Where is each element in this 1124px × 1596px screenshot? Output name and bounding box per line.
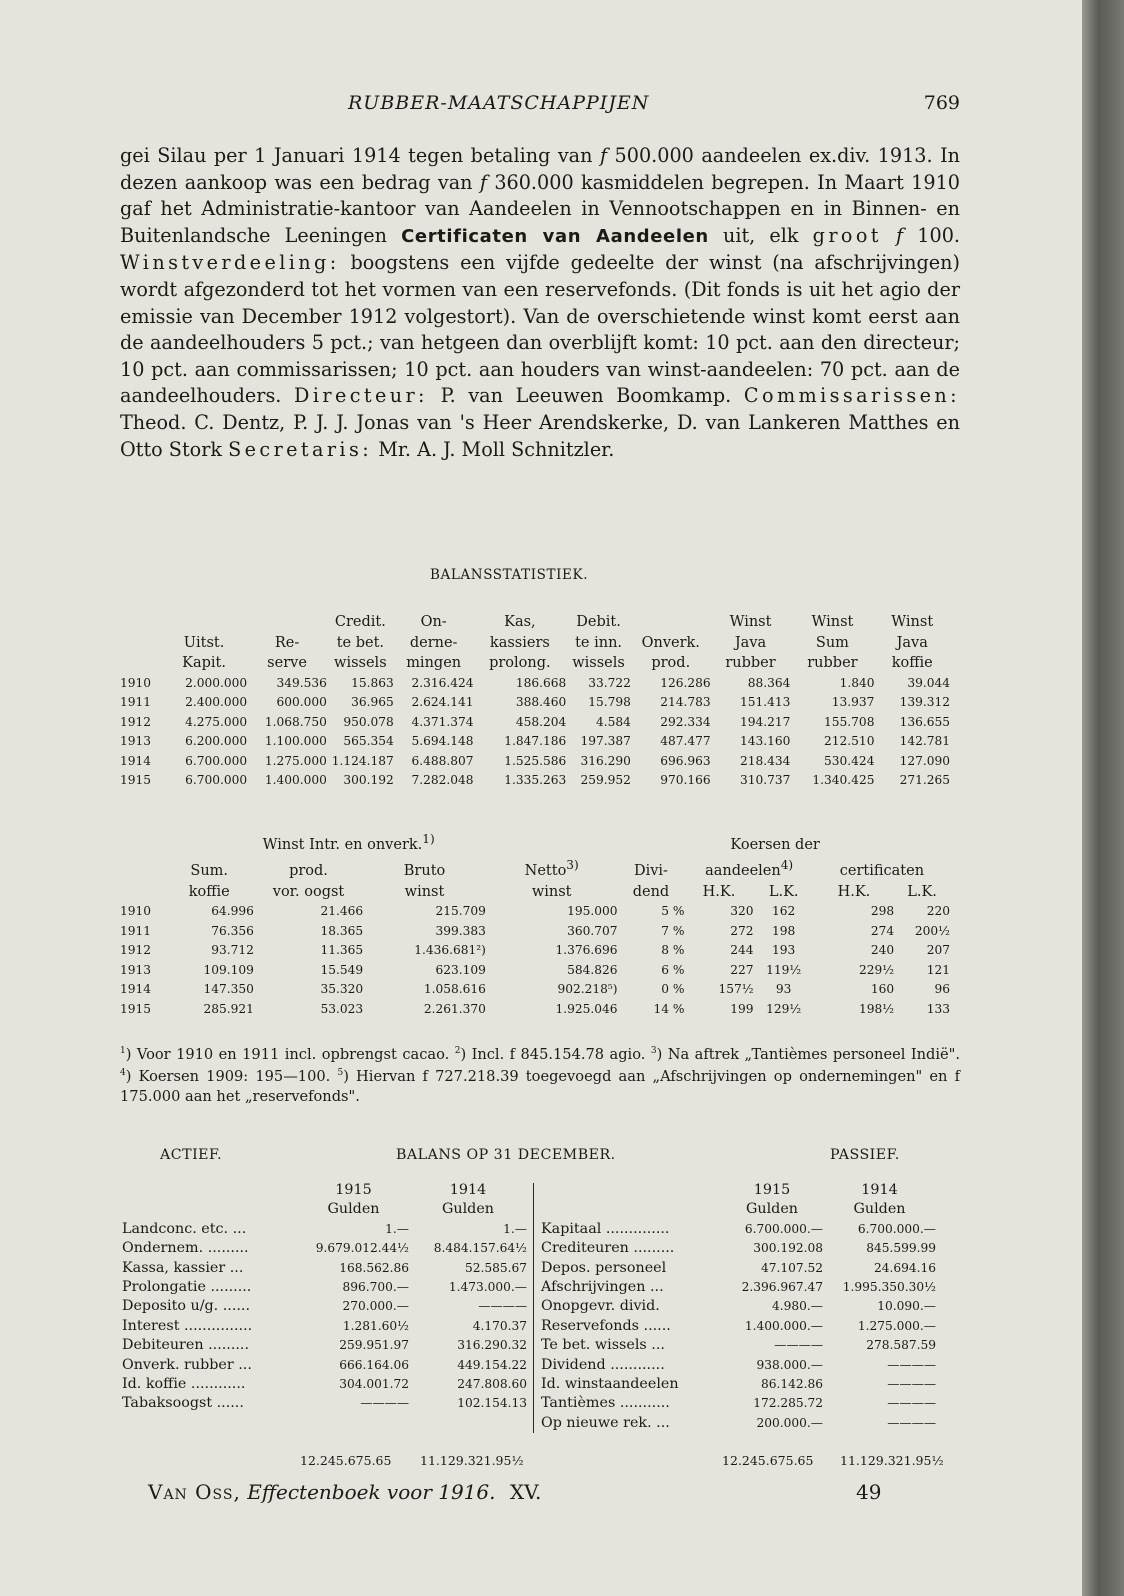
t1-row xyxy=(120,771,950,791)
balans-amount: ———— xyxy=(887,1377,936,1392)
t2-row xyxy=(120,980,950,1000)
value-cell: 127.090 xyxy=(899,753,950,768)
value-cell: 220 xyxy=(926,904,950,919)
balans-label: Afschrijvingen ... xyxy=(541,1279,664,1296)
t1-header-cell: Uitst. xyxy=(183,634,225,651)
t1-header-cell xyxy=(161,612,247,633)
t1-header-cell xyxy=(631,612,711,633)
value-cell: 623.109 xyxy=(435,962,486,977)
t1-header-cell xyxy=(120,653,161,674)
t1-header-cell: prod. xyxy=(651,655,691,671)
value-cell: 1.335.263 xyxy=(504,773,567,787)
value-cell: 229½ xyxy=(859,962,895,977)
balans-divider xyxy=(533,1183,534,1433)
value-cell: 4.275.000 xyxy=(185,714,248,729)
value-cell: 143.160 xyxy=(739,734,791,748)
footer-author: Van Oss, xyxy=(148,1480,241,1504)
balans-label: Id. koffie ............ xyxy=(122,1376,246,1393)
balans-amount: 1.— xyxy=(503,1221,527,1236)
t1-header-cell: Kapit. xyxy=(182,655,226,671)
t2-header-row-1: Winst Intr. en onverk.$^{1)}$ Koersen der xyxy=(120,829,950,855)
balans-label: Depos. personeel xyxy=(541,1259,667,1276)
t2-row xyxy=(120,941,950,961)
value-cell: 6.200.000 xyxy=(185,734,248,748)
value-cell: 600.000 xyxy=(276,695,327,709)
balans-amount: 259.951.97 xyxy=(339,1338,409,1353)
h-winst: Winst xyxy=(262,836,305,853)
balans-label: Id. winstaandeelen xyxy=(541,1376,679,1393)
value-cell: 212.510 xyxy=(824,734,875,748)
t1-header-cell: Winst xyxy=(729,614,772,630)
value-cell: 93 xyxy=(775,982,792,997)
value-cell: 93.712 xyxy=(211,943,254,958)
t1-header-row xyxy=(120,633,950,654)
t1-header-cell: kassiers xyxy=(489,634,550,651)
value-cell: 1.340.425 xyxy=(812,773,875,787)
note-4: Koersen 1909: 195—100. xyxy=(138,1068,331,1086)
balans-label: Kassa, kassier ... xyxy=(122,1259,244,1276)
note-2: Incl. f 845.154.78 agio. xyxy=(471,1045,646,1063)
footer-sheet-number: 49 xyxy=(856,1480,882,1504)
balans-amount: ———— xyxy=(887,1415,936,1430)
balans-row xyxy=(122,1356,527,1375)
t1-header-cell: Debit. xyxy=(576,614,621,630)
balans-amount: 278.587.59 xyxy=(866,1338,936,1353)
page-number: 769 xyxy=(923,92,960,114)
actief-table: 1915 1914 Gulden Gulden Landconc. etc. ... 1.— 1.— Ondernem. ......... 9.679.012.44½ 8.484.157.64½ Kassa, kassier ... 168.562.86 52.585.67 Prolongatie ......... 896.700.— 1.473.000.— Deposito u/g. ...... 270.000.— ———— Interest ............... 1.281.60½ 4.170.37 Debiteuren ......... 259.951.97 316.290.32 Onverk. rubber ... 666.164.06 449.154.22 Id. koffie ............ 304.001.72 247.808.60 Tabaksoogst ...... ———— 102.154.13 xyxy=(122,1181,527,1414)
balans-amount: 6.700.000.— xyxy=(744,1221,823,1236)
balans-row xyxy=(541,1375,936,1394)
balans-label: Interest ............... xyxy=(122,1317,253,1334)
t1-row xyxy=(120,713,950,733)
t1-header-cell: prolong. xyxy=(489,655,551,671)
value-cell: 1.840 xyxy=(839,675,875,690)
t1-header-row xyxy=(120,653,950,674)
value-cell: 6.700.000 xyxy=(185,773,248,787)
value-cell: 160 xyxy=(870,982,895,997)
t1-header-cell: mingen xyxy=(406,655,462,671)
balans-amount: 2.396.967.47 xyxy=(741,1280,823,1295)
balans-row xyxy=(541,1317,936,1336)
balans-amount: 102.154.13 xyxy=(457,1396,527,1411)
value-cell: 6.700.000 xyxy=(185,753,248,768)
value-cell: 316.290 xyxy=(580,753,631,768)
t1-header-cell: Onverk. xyxy=(641,634,700,651)
t2-header-row-2: Sum. prod. Bruto Netto$^{3)}$ Divi- aandeelen$^{4)}$ certificaten xyxy=(190,858,925,880)
t2-row xyxy=(120,902,950,922)
balans-row xyxy=(122,1259,527,1278)
year-cell: 1914 xyxy=(120,982,152,997)
value-cell: 902.218⁵) xyxy=(557,982,618,997)
balans-amount: 1.281.60½ xyxy=(342,1318,409,1333)
note-5: Hiervan f 727.218.39 toegevoegd aan „Afschrijvingen op ondernemingen" en f 175.000 aan het „reservefonds". xyxy=(120,1068,960,1105)
balans-amount: 4.980.— xyxy=(772,1299,823,1314)
value-cell: 1.525.586 xyxy=(504,753,567,768)
balans-amount: 168.562.86 xyxy=(339,1260,409,1275)
balans-amount: 1.473.000.— xyxy=(448,1280,527,1295)
t1-header-cell xyxy=(120,633,161,654)
t1-header-cell: Winst xyxy=(891,614,934,630)
t1-header-row xyxy=(120,612,950,633)
value-cell: 1.058.616 xyxy=(423,982,486,997)
balans-amount: 6.700.000.— xyxy=(857,1221,936,1236)
t1-header-cell xyxy=(120,612,161,633)
value-cell: 121 xyxy=(926,962,950,977)
value-cell: 53.023 xyxy=(320,1001,364,1016)
t2-row xyxy=(120,1000,950,1020)
year-cell: 1912 xyxy=(120,714,152,729)
value-cell: 2.261.370 xyxy=(423,1001,486,1016)
value-cell: 2.624.141 xyxy=(411,695,474,709)
balans-row xyxy=(541,1297,936,1316)
balans-amount: 300.192.08 xyxy=(753,1241,823,1256)
balans-label: Tantièmes ........... xyxy=(541,1395,670,1412)
value-cell: 292.334 xyxy=(660,714,711,729)
label-commissarissen: Commissarissen: xyxy=(743,384,960,408)
balans-amount: ———— xyxy=(478,1299,527,1314)
t1-header-cell: koffie xyxy=(891,655,933,671)
t1-row xyxy=(120,674,950,694)
value-cell: 126.286 xyxy=(660,675,711,690)
value-cell: 1.925.046 xyxy=(555,1001,618,1016)
winst-koersen-table xyxy=(120,829,950,1019)
year-cell: 1910 xyxy=(120,904,152,919)
t1-header-cell: Java xyxy=(896,634,928,651)
balans-label: Op nieuwe rek. ... xyxy=(541,1414,670,1431)
label-winstverdeeling: Winstverdeeling: xyxy=(120,251,340,275)
balans-amount: 4.170.37 xyxy=(472,1318,527,1333)
balans-row xyxy=(541,1220,936,1239)
actief-total-1914: 11.129.321.95½ xyxy=(420,1453,524,1468)
balans-row xyxy=(541,1394,936,1413)
t1-header-cell: Re- xyxy=(274,634,300,651)
balans-amount: 666.164.06 xyxy=(339,1357,409,1372)
value-cell: 259.952 xyxy=(580,773,631,787)
balans-amount: 8.484.157.64½ xyxy=(433,1241,527,1256)
year-cell: 1911 xyxy=(120,923,152,938)
value-cell: 21.466 xyxy=(320,904,364,919)
value-cell: 7.282.048 xyxy=(411,773,474,787)
value-cell: 2.000.000 xyxy=(185,675,248,690)
balans-row xyxy=(122,1220,527,1239)
value-cell: 200½ xyxy=(914,923,950,938)
value-cell: 194.217 xyxy=(739,714,791,729)
balans-amount: 247.808.60 xyxy=(457,1377,527,1392)
value-cell: 300.192 xyxy=(343,773,394,787)
balans-amount: 449.154.22 xyxy=(457,1357,527,1372)
value-cell: 197.387 xyxy=(580,734,631,748)
value-cell: 565.354 xyxy=(343,734,394,748)
value-cell: 96 xyxy=(934,982,950,997)
balans-row xyxy=(122,1297,527,1316)
running-title: RUBBER-MAATSCHAPPIJEN xyxy=(348,92,650,114)
value-cell: 6.488.807 xyxy=(411,753,474,768)
t1-header-cell: Kas, xyxy=(504,614,536,630)
year-cell: 1910 xyxy=(120,675,152,690)
value-cell: 218.434 xyxy=(739,753,791,768)
t1-header-cell xyxy=(247,612,327,633)
balans-amount: 1.275.000.— xyxy=(857,1318,936,1333)
value-cell: 696.963 xyxy=(660,753,711,768)
value-cell: 119½ xyxy=(766,962,802,977)
value-cell: 4.584 xyxy=(596,714,631,729)
value-cell: 215.709 xyxy=(435,904,486,919)
value-cell: 155.708 xyxy=(824,714,875,729)
year-cell: 1915 xyxy=(120,773,152,787)
t1-header-cell: derne- xyxy=(409,634,458,651)
year-cell: 1913 xyxy=(120,734,152,748)
balans-amount: ———— xyxy=(887,1396,936,1411)
balans-label: Te bet. wissels ... xyxy=(541,1337,665,1354)
label-secretaris: Secretaris: xyxy=(228,437,373,461)
value-cell: 139.312 xyxy=(899,695,950,709)
balans-amount: 845.599.99 xyxy=(866,1241,936,1256)
value-cell: 970.166 xyxy=(660,773,711,787)
value-cell: 109.109 xyxy=(203,962,254,977)
value-cell: 133 xyxy=(926,1001,950,1016)
value-cell: 39.044 xyxy=(907,675,950,690)
value-cell: 36.965 xyxy=(351,695,394,709)
balans-label: Onopgevr. divid. xyxy=(541,1298,660,1315)
value-cell: 76.356 xyxy=(211,923,254,938)
body-paragraph: gei Silau per 1 Januari 1914 tegen betaling van f 500.000 aandeelen ex.div. 1913. In dezen aankoop was een bedrag van f 360.000 kasmiddelen begrepen. In Maart 1910 gaf het Administratie-kantoor van Aandeelen in Vennootschappen en in Binnen- en Buitenlandsche Leeningen Certificaten van Aandeelen uit, elk groot f 100. Winstverdeeling: boogstens een vijfde gedeelte der winst (na afschrijvingen) wordt afgezonderd tot het vormen van een reservefonds. (Dit fonds is uit het agio der emissie van December 1912 volgestort). Van de overschietende winst komt eerst aan de aandeelhouders 5 pct.; van hetgeen dan overblijft komt: 10 pct. aan den directeur; 10 pct. aan commissarissen; 10 pct. aan houders van winst-aandeelen: 70 pct. aan de aandeelhouders. Directeur: P. van Leeuwen Boomkamp. Commissarissen: Theod. C. Dentz, P. J. J. Jonas van 's Heer Arendskerke, D. van Lankeren Matthes en Otto Stork Secretaris: Mr. A. J. Moll Schnitzler. xyxy=(120,144,961,461)
balans-row xyxy=(541,1239,936,1258)
value-cell: 2.400.000 xyxy=(185,695,248,709)
value-cell: 1.124.187 xyxy=(331,753,394,768)
balans-amount: ———— xyxy=(774,1338,823,1353)
balans-row xyxy=(122,1336,527,1355)
book-edge xyxy=(1082,0,1124,1596)
value-cell: 298 xyxy=(870,904,895,919)
value-cell: 157½ xyxy=(718,982,754,997)
balans-label: Reservefonds ...... xyxy=(541,1317,671,1334)
footer-volume: XV. xyxy=(509,1480,542,1504)
balans-amount: 86.142.86 xyxy=(760,1377,823,1392)
balans-row xyxy=(122,1375,527,1394)
t1-row xyxy=(120,752,950,772)
balans-amount: 9.679.012.44½ xyxy=(315,1241,409,1256)
balans-amount: 1.— xyxy=(385,1221,409,1236)
value-cell: 198 xyxy=(772,923,796,938)
balans-amount: ———— xyxy=(887,1357,936,1372)
value-cell: 272 xyxy=(730,923,754,938)
t2-row xyxy=(120,922,950,942)
value-cell: 64.996 xyxy=(211,904,254,919)
h-koersen: Koersen der xyxy=(730,836,820,853)
balans-row xyxy=(122,1239,527,1258)
value-cell: 162 xyxy=(772,904,796,919)
t2-row xyxy=(120,961,950,981)
value-cell: 458.204 xyxy=(515,714,567,729)
balans-amount: ———— xyxy=(360,1396,409,1411)
t1-header-cell: On- xyxy=(420,614,447,630)
passief-table: 1915 1914 Gulden Gulden Kapitaal .............. 6.700.000.— 6.700.000.— Crediteuren ......... 300.192.08 845.599.99 Depos. personeel 47.107.52 24.694.16 Afschrijvingen ... 2.396.967.47 1.995.350.30½ Onopgevr. divid. 4.980.— 10.090.— Reservefonds ...... 1.400.000.— 1.275.000.— Te bet. wissels ... ———— 278.587.59 Dividend ............ 938.000.— ———— Id. winstaandeelen 86.142.86 ———— Tantièmes ........... 172.285.72 ———— Op nieuwe rek. ... 200.000.— ———— xyxy=(541,1181,936,1433)
value-cell: 950.078 xyxy=(343,714,394,729)
value-cell: 530.424 xyxy=(824,753,875,768)
balans-row xyxy=(122,1394,527,1413)
value-cell: 399.383 xyxy=(435,923,486,938)
t1-header-cell: rubber xyxy=(807,655,858,671)
balans-amount: 316.290.32 xyxy=(457,1338,527,1353)
value-cell: 584.826 xyxy=(567,962,618,977)
value-cell: 199 xyxy=(730,1001,754,1016)
year-cell: 1913 xyxy=(120,962,152,977)
balans-label: Ondernem. ......... xyxy=(122,1240,249,1257)
value-cell: 2.316.424 xyxy=(411,675,474,690)
value-cell: 1.847.186 xyxy=(504,734,567,748)
t1-header-cell: wissels xyxy=(334,655,387,671)
balans-row xyxy=(541,1356,936,1375)
value-cell: 320 xyxy=(730,904,754,919)
label-directeur: Directeur: xyxy=(294,384,428,408)
note-3: Na aftrek „Tantièmes personeel Indië". xyxy=(667,1045,960,1063)
t1-header-cell: te inn. xyxy=(575,634,623,651)
value-cell: 13.937 xyxy=(831,695,875,709)
actief-total-1915: 12.245.675.65 xyxy=(300,1453,392,1468)
balans-amount: 24.694.16 xyxy=(873,1260,936,1275)
year-cell: 1911 xyxy=(120,695,152,709)
t2-header-row-3: koffie vor. oogst winst winst dend H.K. L.K. H.K. L.K. xyxy=(188,883,937,900)
passief-total-1914: 11.129.321.95½ xyxy=(840,1453,944,1468)
value-cell: 1.275.000 xyxy=(264,753,327,768)
value-cell: 15.798 xyxy=(588,695,631,709)
t1-header-cell: Winst xyxy=(811,614,854,630)
balans-amount: 896.700.— xyxy=(342,1280,409,1295)
value-cell: 1.400.000 xyxy=(264,773,327,787)
value-cell: 1.436.681²) xyxy=(414,943,486,958)
balans-amount: 172.285.72 xyxy=(753,1396,823,1411)
value-cell: 15.549 xyxy=(320,962,364,977)
balans-amount: 1.995.350.30½ xyxy=(842,1280,936,1295)
year-cell: 1912 xyxy=(120,943,152,958)
value-cell: 5.694.148 xyxy=(411,734,474,748)
balans-title: BALANS OP 31 DECEMBER. xyxy=(396,1147,616,1163)
value-cell: 274 xyxy=(870,923,895,938)
balans-label: Landconc. etc. ... xyxy=(122,1220,247,1237)
running-header xyxy=(120,92,960,120)
value-cell: 207 xyxy=(926,943,950,958)
t1-header-cell: Credit. xyxy=(334,614,386,630)
balans-amount: 1.400.000.— xyxy=(744,1318,823,1333)
t1-header-cell: rubber xyxy=(725,655,776,671)
value-cell: 240 xyxy=(870,943,895,958)
balans-amount: 52.585.67 xyxy=(464,1260,527,1275)
t1-header-cell: Sum xyxy=(815,634,849,651)
passief-heading: PASSIEF. xyxy=(830,1147,900,1163)
balans-row xyxy=(122,1317,527,1336)
t1-header-cell: Java xyxy=(734,634,767,651)
balans-amount: 304.001.72 xyxy=(339,1377,409,1392)
t1-header-cell: wissels xyxy=(572,655,625,671)
value-cell: 11.365 xyxy=(320,943,364,958)
value-cell: 186.668 xyxy=(515,675,567,690)
value-cell: 0 % xyxy=(661,982,685,997)
balans-row xyxy=(541,1414,936,1433)
value-cell: 195.000 xyxy=(567,904,618,919)
year-cell: 1915 xyxy=(120,1001,152,1016)
t1-header-cell: serve xyxy=(267,655,307,671)
value-cell: 349.536 xyxy=(276,675,327,690)
bold-term: Certificaten van Aandeelen xyxy=(401,225,709,247)
value-cell: 227 xyxy=(730,962,754,977)
value-cell: 14 % xyxy=(653,1001,685,1016)
year-cell: 1914 xyxy=(120,753,152,768)
passief-total-1915: 12.245.675.65 xyxy=(722,1453,814,1468)
balansstatistiek-table xyxy=(120,612,950,791)
value-cell: 142.781 xyxy=(899,734,950,748)
balans-amount: 270.000.— xyxy=(342,1299,409,1314)
t1-row xyxy=(120,732,950,752)
actief-heading: ACTIEF. xyxy=(160,1147,223,1163)
balans-label: Onverk. rubber ... xyxy=(122,1356,252,1373)
balans-label: Tabaksoogst ...... xyxy=(122,1395,244,1412)
value-cell: 1.100.000 xyxy=(264,734,327,748)
value-cell: 5 % xyxy=(661,904,685,919)
value-cell: 33.722 xyxy=(588,675,631,690)
value-cell: 35.320 xyxy=(320,982,364,997)
value-cell: 8 % xyxy=(661,943,685,958)
value-cell: 193 xyxy=(772,943,796,958)
value-cell: 151.413 xyxy=(739,695,791,709)
note-1: Voor 1910 en 1911 incl. opbrengst cacao. xyxy=(136,1045,450,1063)
balans-label: Prolongatie ......... xyxy=(122,1279,252,1296)
balans-amount: 47.107.52 xyxy=(760,1260,823,1275)
value-cell: 7 % xyxy=(661,923,685,938)
value-cell: 88.364 xyxy=(747,675,791,690)
value-cell: 198½ xyxy=(859,1001,895,1016)
balans-row xyxy=(541,1278,936,1297)
balans-label: Crediteuren ......... xyxy=(541,1240,675,1257)
value-cell: 147.350 xyxy=(203,982,254,997)
value-cell: 388.460 xyxy=(515,695,567,709)
balans-row xyxy=(122,1278,527,1297)
value-cell: 487.477 xyxy=(660,734,711,748)
balans-row xyxy=(541,1336,936,1355)
value-cell: 4.371.374 xyxy=(411,714,474,729)
t1-header-cell: te bet. xyxy=(336,634,385,651)
value-cell: 18.365 xyxy=(320,923,364,938)
value-cell: 360.707 xyxy=(567,923,618,938)
balans-row xyxy=(541,1259,936,1278)
value-cell: 271.265 xyxy=(899,773,950,787)
value-cell: 129½ xyxy=(766,1001,802,1016)
balans-amount: 200.000.— xyxy=(756,1415,823,1430)
value-cell: 244 xyxy=(730,943,754,958)
t1-row xyxy=(120,693,950,713)
value-cell: 285.921 xyxy=(203,1001,254,1016)
value-cell: 6 % xyxy=(661,962,685,977)
balans-label: Debiteuren ......... xyxy=(122,1337,250,1354)
balans-label: Kapitaal .............. xyxy=(541,1220,670,1237)
stats-title: BALANSSTATISTIEK. xyxy=(430,567,589,583)
value-cell: 214.783 xyxy=(660,695,711,709)
footer xyxy=(148,1480,928,1504)
balans-amount: 10.090.— xyxy=(877,1299,936,1314)
value-cell: 15.863 xyxy=(351,675,394,690)
balans-label: Dividend ............ xyxy=(541,1356,665,1373)
value-cell: 136.655 xyxy=(899,714,950,729)
balans-amount: 938.000.— xyxy=(756,1357,823,1372)
footer-book: Effectenboek voor 1916. xyxy=(247,1480,496,1504)
footnotes: $^1$) Voor 1910 en 1911 incl. opbrengst cacao. $^2$) Incl. f 845.154.78 agio. $^3$) Na aftrek „Tantièmes personeel Indië". $^4$) Koersen 1909: 195—100. $^5$) Hiervan f 727.218.39 toegevoegd aan „Afschrijvingen op ondernemingen" en f 175.000 aan het „reservefonds". xyxy=(120,1045,960,1105)
value-cell: 310.737 xyxy=(739,773,791,787)
value-cell: 1.068.750 xyxy=(264,714,327,729)
value-cell: 1.376.696 xyxy=(555,943,618,958)
h-intr: Intr. en onverk. xyxy=(309,836,423,853)
balans-label: Deposito u/g. ...... xyxy=(122,1298,251,1315)
